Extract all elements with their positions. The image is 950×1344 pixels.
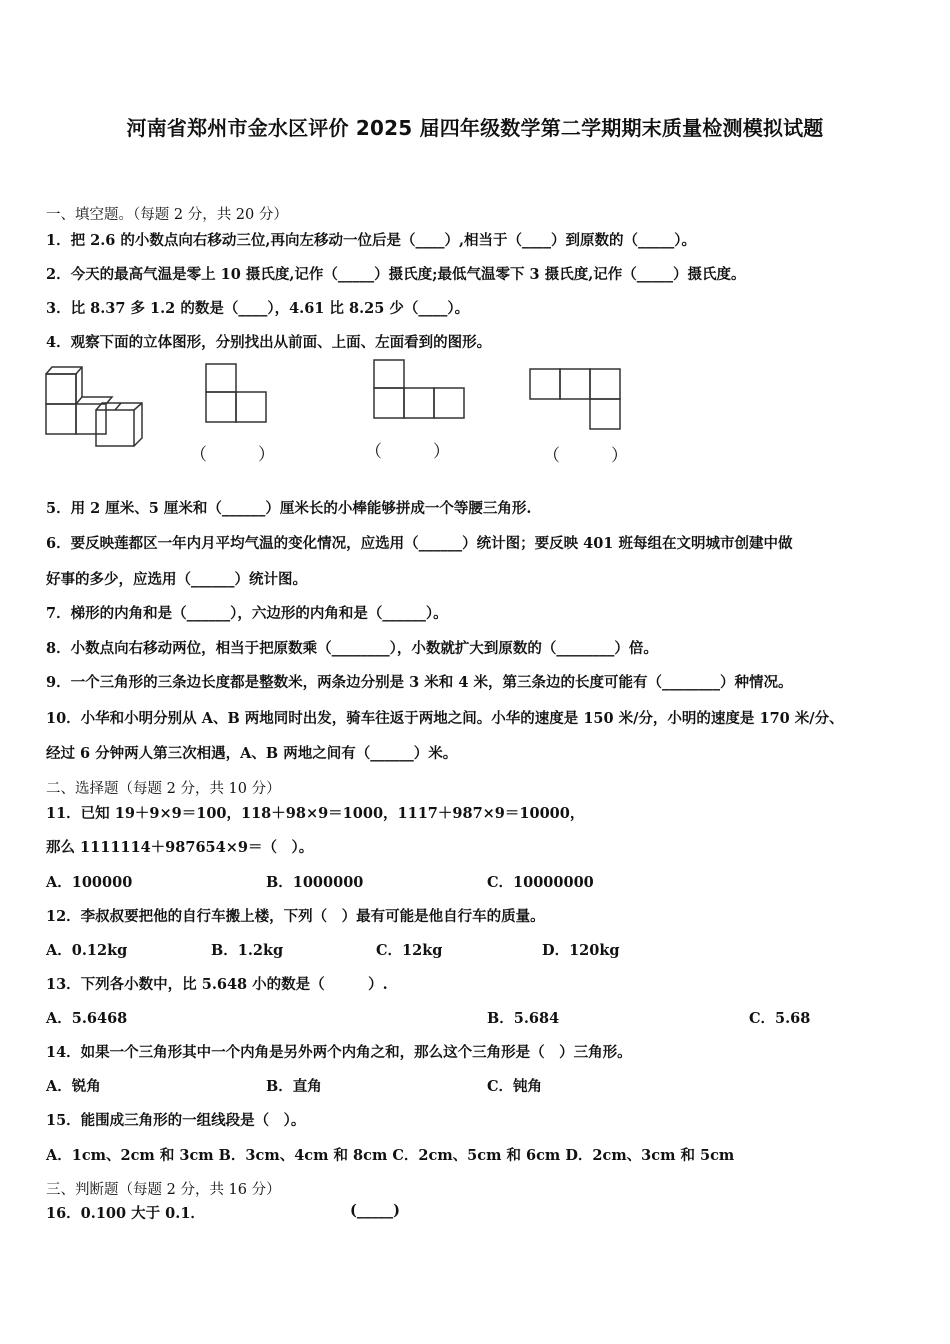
q13-option-a: A．5.6468 [46,1010,128,1027]
q14-option-b: B．直角 [266,1078,322,1095]
section-multiple-choice: 二、选择题（每题 2 分，共 10 分） [46,781,281,797]
q15-options: A．1cm、2cm 和 3cm B．3cm、4cm 和 8cm C．2cm、5cm 和 6cm D．2cm、3cm 和 5cm [46,1147,735,1164]
view-figure-3 [528,367,622,431]
question-6-line-2: 好事的多少，应选用（______）统计图。 [46,571,307,588]
question-2: 2．今天的最高气温是零上 10 摄氏度,记作（_____）摄氏度;最低气温零下 3 摄氏度,记作（_____）摄氏度。 [46,266,746,283]
question-1: 1．把 2.6 的小数点向右移动三位,再向左移动一位后是（____）,相当于（____）到原数的（_____）。 [46,232,697,249]
q11-option-c: C．10000000 [487,874,594,891]
question-7: 7．梯形的内角和是（______），六边形的内角和是（______）。 [46,605,448,622]
q14-option-c: C．钝角 [487,1078,543,1095]
q14-option-a: A．锐角 [46,1078,101,1095]
question-5: 5．用 2 厘米、5 厘米和（______）厘米长的小棒能够拼成一个等腰三角形. [46,500,532,517]
view-figure-2 [372,358,466,420]
q12-option-d: D．120kg [542,942,620,959]
q12-option-b: B．1.2kg [211,942,284,959]
question-12: 12．李叔叔要把他的自行车搬上楼，下列（ ）最有可能是他自行车的质量。 [46,908,545,925]
view-figure-1 [204,362,270,424]
question-14: 14．如果一个三角形其中一个内角是另外两个内角之和，那么这个三角形是（ ）三角形。 [46,1044,632,1061]
question-15: 15．能围成三角形的一组线段是（ ）。 [46,1112,306,1129]
answer-paren-2: （ ） [365,442,450,462]
q11-option-a: A．100000 [46,874,133,891]
cube-stack-figure [44,362,149,450]
question-4: 4．观察下面的立体图形，分别找出从前面、上面、左面看到的图形。 [46,334,492,351]
question-8: 8．小数点向右移动两位，相当于把原数乘（________），小数就扩大到原数的（________）倍。 [46,640,658,657]
question-13: 13．下列各小数中，比 5.648 小的数是（ ）. [46,976,388,993]
section-true-false: 三、判断题（每题 2 分，共 16 分） [46,1182,281,1198]
q12-option-a: A．0.12kg [46,942,128,959]
question-11-line-2: 那么 1111114＋987654×9＝（ ）。 [46,839,314,856]
page-title: 河南省郑州市金水区评价 2025 届四年级数学第二学期期末质量检测模拟试题 [126,116,824,140]
question-11-line-1: 11．已知 19＋9×9＝100，118＋98×9＝1000，1117＋987×9＝10000， [46,805,585,822]
question-6-line-1: 6．要反映莲都区一年内月平均气温的变化情况，应选用（______）统计图；要反映 401 班每组在文明城市创建中做 [46,535,793,552]
q11-option-b: B．1000000 [266,874,364,891]
q13-option-c: C．5.68 [749,1010,811,1027]
question-10-line-2: 经过 6 分钟两人第三次相遇，A、B 两地之间有（______）米。 [46,745,458,762]
q13-option-b: B．5.684 [487,1010,560,1027]
q16-answer-blank: (_____) [350,1202,400,1219]
question-9: 9．一个三角形的三条边长度都是整数米，两条边分别是 3 米和 4 米，第三条边的长度可能有（________）种情况。 [46,674,793,691]
q12-option-c: C．12kg [376,942,443,959]
section-fill-in: 一、填空题。（每题 2 分，共 20 分） [46,207,288,223]
question-10-line-1: 10．小华和小明分别从 A、B 两地同时出发，骑车往返于两地之间。小华的速度是 150 米/分，小明的速度是 170 米/分、 [46,710,844,727]
answer-paren-3: （ ） [543,446,628,466]
question-3: 3．比 8.37 多 1.2 的数是（____），4.61 比 8.25 少（____）。 [46,300,470,317]
answer-paren-1: （ ） [190,445,275,465]
question-16: 16．0.100 大于 0.1． [46,1205,205,1222]
